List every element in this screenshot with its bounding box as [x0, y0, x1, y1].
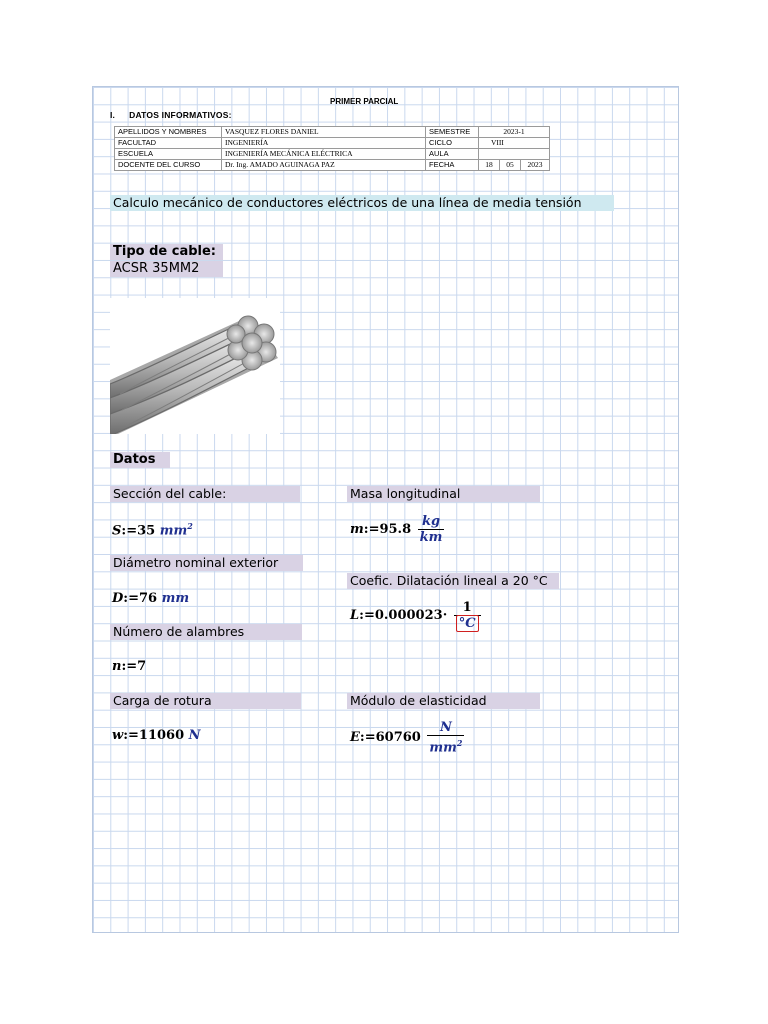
alambres-label: Número de alambres [110, 624, 302, 640]
cable-type-heading: Tipo de cable: [110, 244, 223, 260]
dilatacion-label: Coefic. Dilatación lineal a 20 °C [347, 573, 559, 589]
label-cell: ESCUELA [115, 149, 222, 160]
alambres-equation: n:=7 [112, 659, 147, 674]
section-title: DATOS INFORMATIVOS: [129, 110, 232, 120]
label-cell: SEMESTRE [426, 127, 479, 138]
value-cell: VASQUEZ FLORES DANIEL [222, 127, 426, 138]
date-year: 2023 [521, 160, 550, 171]
dilatacion-equation: L:=0.000023· $\frac{1}{^\circ C}$ [350, 600, 481, 631]
date-day: 18 [479, 160, 500, 171]
seccion-label: Sección del cable: [110, 486, 300, 502]
value-cell: 2023-1 [479, 127, 550, 138]
value-cell: VIII [479, 138, 550, 149]
carga-equation: w:=11060 N [112, 728, 201, 743]
diametro-label: Diámetro nominal exterior [110, 555, 303, 571]
table-row [115, 138, 550, 149]
table-row [115, 160, 550, 171]
stranded-cable-image [110, 298, 280, 434]
elasticidad-equation: E:=60760 $\frac{N}{mm^2}$ [350, 720, 463, 756]
topic-banner: Calculo mecánico de conductores eléctricos de una línea de media tensión [110, 195, 614, 211]
symbol: S [112, 523, 122, 539]
value-cell: INGENIERÍA [222, 138, 426, 149]
elasticidad-label: Módulo de elasticidad [347, 693, 540, 709]
label-cell: FACULTAD [115, 138, 222, 149]
table-row [115, 127, 550, 138]
cable-type-name: ACSR 35MM2 [110, 261, 223, 277]
label-cell: APELLIDOS Y NOMBRES [115, 127, 222, 138]
section-number: I. [110, 110, 116, 120]
label-cell: DOCENTE DEL CURSO [115, 160, 222, 171]
exam-title: PRIMER PARCIAL [330, 98, 399, 106]
masa-label: Masa longitudinal [347, 486, 540, 502]
masa-equation: m:=95.8 $\frac{kg}{km}$ [350, 514, 443, 545]
carga-label: Carga de rotura [110, 693, 301, 709]
datos-heading: Datos [110, 452, 170, 468]
table-row [115, 149, 550, 160]
label-cell: AULA [426, 149, 479, 160]
cable-photo [110, 298, 280, 434]
seccion-equation: S:=35 $mm^2$ [112, 521, 193, 539]
date-month: 05 [500, 160, 521, 171]
value-cell: INGENIERÍA MECÁNICA ELÉCTRICA [222, 149, 426, 160]
value-cell: Dr. Ing. AMADO AGUINAGA PAZ [222, 160, 426, 171]
section-heading [110, 110, 232, 120]
student-info-table [114, 126, 550, 171]
diametro-equation: D:=76 mm [112, 591, 190, 606]
label-cell: FECHA [426, 160, 479, 171]
value-cell [479, 149, 550, 160]
label-cell: CICLO [426, 138, 479, 149]
worksheet-grid [92, 86, 679, 933]
